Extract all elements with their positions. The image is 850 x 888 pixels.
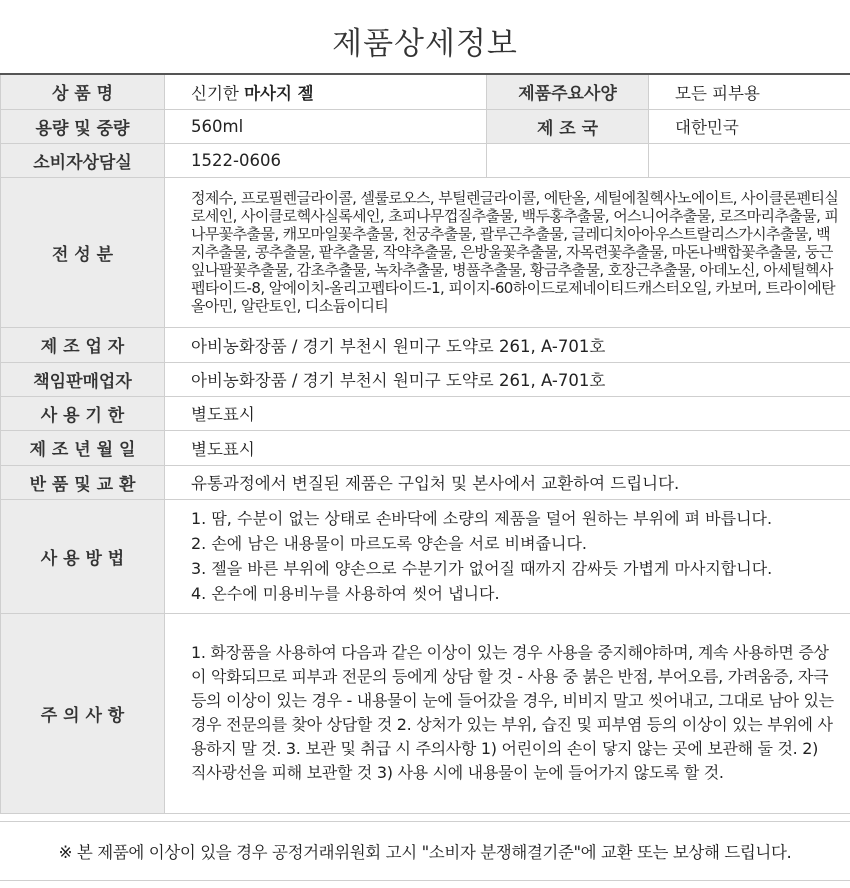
value-mfg-date: 별도표시 — [165, 430, 850, 465]
page-title: 제품상세정보 — [332, 26, 518, 62]
row-volume — [1, 109, 850, 143]
row-expiry — [1, 396, 850, 430]
footnote: ※ 본 제품에 이상이 있을 경우 공정거래위원회 고시 "소비자 분쟁해결기준"에 교환 또는 보상해 드립니다. — [0, 821, 850, 881]
label-consult: 소비자상담실 — [1, 143, 165, 177]
value-usage — [165, 499, 850, 613]
label-volume: 용량 및 중량 — [1, 109, 165, 143]
value-consult: 1522-0606 — [165, 143, 487, 177]
value-returns: 유통과정에서 변질된 제품은 구입처 및 본사에서 교환하여 드립니다. — [165, 465, 850, 499]
label-ingredients: 전 성 분 — [1, 177, 165, 327]
label-returns: 반 품 및 교 환 — [1, 465, 165, 499]
label-spec: 제품주요사양 — [487, 74, 649, 109]
empty-cell-2 — [649, 143, 850, 177]
label-seller: 책임판매업자 — [1, 362, 165, 396]
value-volume: 560ml — [165, 109, 487, 143]
value-spec: 모든 피부용 — [649, 74, 850, 109]
value-country: 대한민국 — [649, 109, 850, 143]
product-name-bold: 마사지 젤 — [244, 83, 314, 103]
value-ingredients: 정제수, 프로필렌글라이콜, 셀룰로오스, 부틸렌글라이콜, 에탄올, 세틸에칠헥사노에이트, 사이클론펜티실로세인, 사이클로헥사실록세인, 초피나무껍질추출물, 백두홍추출물, 어스니어추출물, 로즈마리추출물, 피나무꽃추출물, 캐모마일꽃추출물, 천궁추출물, 괄루근추출물, 글레디치아아우스트랄리스가시추출물, 백지추출물, 콩추출물, 팥추출물, 작약추출물, 은방울꽃추출물, 자목련꽃추출물, 마돈나백합꽃추출물, 둥근잎나팔꽃추출물, 감초추출물, 녹차추출물, 병풀추출물, 황금추출물, 호장근추출물, 아데노신, 아세틸헥사펩타이드-8, 알에이치-올리고펩타이드-1, 피이지-60하이드로제네이티드캐스터오일, 카보머, 트라이에탄올아민, 알란토인, 디소듐이디티 — [165, 177, 850, 327]
row-consult — [1, 143, 850, 177]
usage-line: 2. 손에 남은 내용물이 마르도록 양손을 서로 비벼줍니다. — [191, 534, 587, 553]
usage-line: 4. 온수에 미용비누를 사용하여 씻어 냅니다. — [191, 584, 500, 603]
value-expiry: 별도표시 — [165, 396, 850, 430]
value-manufacturer: 아비농화장품 / 경기 부천시 원미구 도약로 261, A-701호 — [165, 327, 850, 362]
row-ingredients — [1, 177, 850, 327]
product-info-table — [0, 73, 850, 814]
row-caution — [1, 613, 850, 813]
row-usage — [1, 499, 850, 613]
row-manufacturer — [1, 327, 850, 362]
empty-cell-1 — [487, 143, 649, 177]
usage-line: 3. 젤을 바른 부위에 양손으로 수분기가 없어질 때까지 감싸듯 가볍게 마사지합니다. — [191, 559, 773, 578]
label-expiry: 사 용 기 한 — [1, 396, 165, 430]
row-returns — [1, 465, 850, 499]
usage-line: 1. 땀, 수분이 없는 상태로 손바닥에 소량의 제품을 덜어 원하는 부위에 펴 바릅니다. — [191, 509, 773, 528]
label-mfg-date: 제 조 년 월 일 — [1, 430, 165, 465]
label-caution: 주 의 사 항 — [1, 613, 165, 813]
row-seller — [1, 362, 850, 396]
label-manufacturer: 제 조 업 자 — [1, 327, 165, 362]
label-country: 제 조 국 — [487, 109, 649, 143]
value-seller: 아비농화장품 / 경기 부천시 원미구 도약로 261, A-701호 — [165, 362, 850, 396]
row-mfg-date — [1, 430, 850, 465]
label-usage: 사 용 방 법 — [1, 499, 165, 613]
value-caution: 1. 화장품을 사용하여 다음과 같은 이상이 있는 경우 사용을 중지해야하며, 계속 사용하면 증상이 악화되므로 피부과 전문의 등에게 상담 할 것 - 사용 중 붉은 반점, 부어오름, 가려움증, 자극 등의 이상이 있는 경우 - 내용물이 눈에 들어갔을 경우, 비비지 말고 씻어내고, 그대로 남아 있는 경우 전문의를 찾아 상담할 것 2. 상처가 있는 부위, 습진 및 피부염 등의 이상이 있는 부위에 사용하지 말 것. 3. 보관 및 취급 시 주의사항 1) 어린이의 손이 닿지 않는 곳에 보관해 둘 것. 2) 직사광선을 피해 보관할 것 3) 사용 시에 내용물이 눈에 들어가지 않도록 할 것. — [165, 613, 850, 813]
value-product-name — [165, 74, 487, 109]
product-name-prefix: 신기한 — [191, 83, 245, 103]
label-product-name: 상 품 명 — [1, 74, 165, 109]
row-product-name — [1, 74, 850, 109]
